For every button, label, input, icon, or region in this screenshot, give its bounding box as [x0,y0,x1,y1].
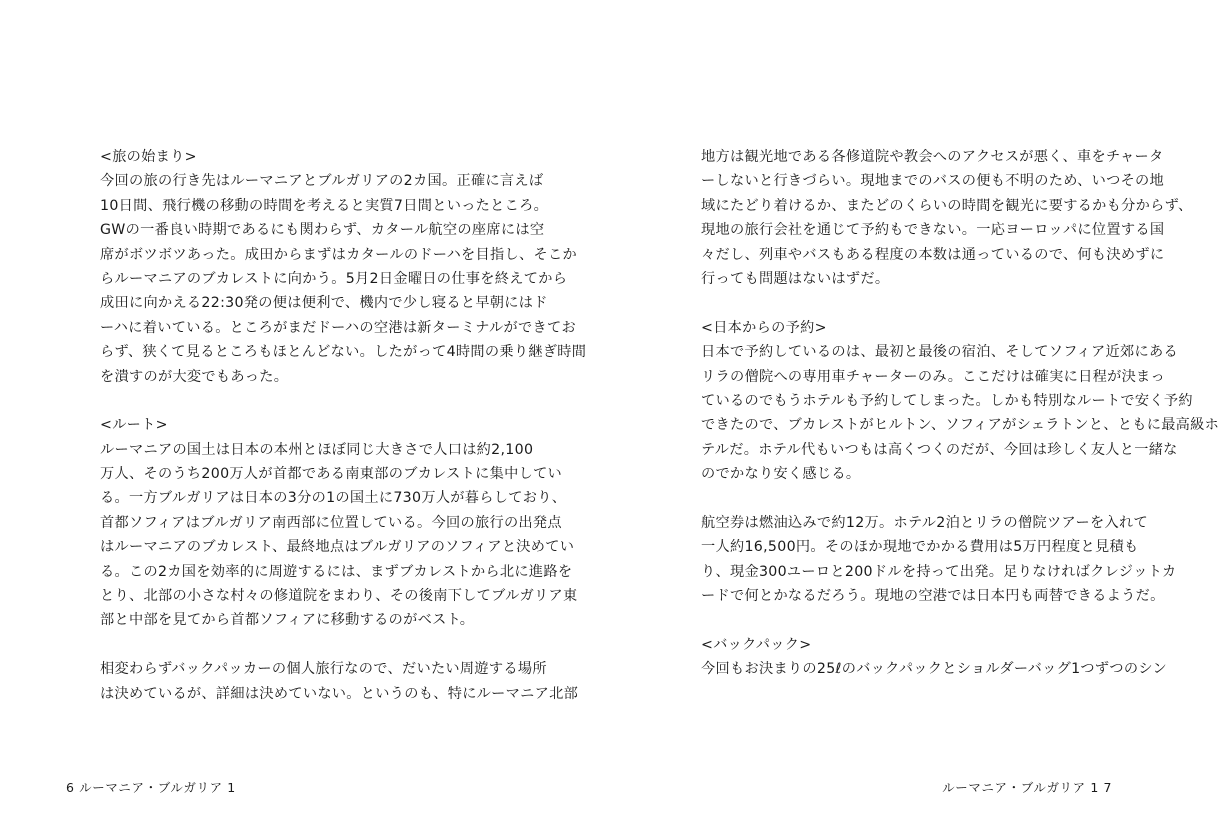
left-page [0,0,588,840]
text-line: 部と中部を見てから首都ソフィアに移動するのがベスト。 [100,612,475,629]
text-line: とり、北部の小さな村々の修道院をまわり、その後南下してブルガリア東 [100,588,578,605]
text-line: る。この2カ国を効率的に周遊するには、まずブカレストから北に進路を [100,563,573,580]
text-line: ーしないと行きづらい。現地までのバスの便も不明のため、いつその地 [701,173,1165,190]
right-page-text [701,145,1219,682]
text-line: 今回の旅の行き先はルーマニアとブルガリアの2カ国。正確に言えば [100,173,544,190]
left-page-folio: 6 ルーマニア・ブルガリア 1 [66,780,236,795]
section-heading: <日本からの予約> [701,319,827,336]
text-line: る。一方ブルガリアは日本の3分の1の国土に730万人が暮らしており、 [100,490,567,507]
text-line: 々だし、列車やバスもある程度の本数は通っているので、何も決めずに [701,246,1165,263]
text-line: 現地の旅行会社を通じて予約もできない。一応ヨーロッパに位置する国 [701,222,1165,239]
paragraph-gap [701,608,1093,632]
paragraph-gap [100,389,492,413]
text-line: 航空券は燃油込みで約12万。ホテル2泊とリラの僧院ツアーを入れて [701,514,1148,531]
text-line: 域にたどり着けるか、またどのくらいの時間を観光に要するかも分からず、 [701,197,1193,214]
right-page-folio: ルーマニア・ブルガリア 1 7 [942,780,1112,795]
text-line: はルーマニアのブカレスト、最終地点はブルガリアのソフィアと決めてい [100,539,575,556]
left-page-text [100,145,587,706]
text-line: テルだ。ホテル代もいつもは高くつくのだが、今回は珍しく友人と一緒な [701,441,1178,458]
text-line: 今回もお決まりの25ℓのバックパックとショルダーバッグ1つずつのシン [701,661,1167,678]
text-line: 10日間、飛行機の移動の時間を考えると実質7日間といったところ。 [100,197,549,214]
section-heading: <ルート> [100,417,168,434]
text-line: 行っても問題はないはずだ。 [701,270,890,287]
text-line: 相変わらずバックパッカーの個人旅行なので、だいたい周遊する場所 [100,661,547,678]
text-line: リラの僧院への専用車チャーターのみ。ここだけは確実に日程が決まっ [701,368,1166,385]
text-line: り、現金300ユーロと200ドルを持って出発。足りなければクレジットカ [701,563,1177,580]
section-heading: <バックパック> [701,636,812,653]
text-line: は決めているが、詳細は決めていない。というのも、特にルーマニア北部 [100,685,579,702]
text-line: GWの一番良い時期であるにも関わらず、カタール航空の座席には空 [100,222,545,239]
text-line: らルーマニアのブカレストに向かう。5月2日金曜日の仕事を終えてから [100,270,568,287]
section-heading: <旅の始まり> [100,149,197,165]
text-line: ているのでもうホテルも予約してしまった。しかも特別なルートで安く予約 [701,392,1193,409]
text-line: らず、狭くて見るところもほとんどない。したがって4時間の乗り継ぎ時間 [100,344,587,361]
paragraph-gap [701,291,1093,315]
text-line: ルーマニアの国土は日本の本州とほぼ同じ大きさで人口は約2,100 [100,441,534,458]
text-line: 成田に向かえる22:30発の便は便利で、機内で少し寝ると早朝にはド [100,295,548,312]
text-line: 首都ソフィアはブルガリア南西部に位置している。今回の旅行の出発点 [100,514,562,531]
text-line: ードで何とかなるだろう。現地の空港では日本円も両替できるようだ。 [701,588,1165,605]
text-line: できたので、ブカレストがヒルトン、ソフィアがシェラトンと、ともに最高級ホ [701,417,1219,434]
right-page [588,0,1219,840]
text-line: 地方は観光地である各修道院や教会へのアクセスが悪く、車をチャータ [701,149,1164,165]
text-line: ーハに着いている。ところがまだドーハの空港は新ターミナルができてお [100,319,576,336]
paragraph-gap [100,633,492,657]
text-line: 万人、そのうち200万人が首都である南東部のブカレストに集中してい [100,466,563,483]
text-line: 一人約16,500円。そのほか現地でかかる費用は5万円程度と見積も [701,539,1139,556]
text-line: 席がボツボツあった。成田からまずはカタールのドーハを目指し、そこか [100,246,577,263]
text-line: を潰すのが大変でもあった。 [100,368,289,385]
paragraph-gap [701,486,1093,510]
text-line: のでかなり安く感じる。 [701,466,861,483]
text-line: 日本で予約しているのは、最初と最後の宿泊、そしてソフィア近郊にある [701,344,1178,361]
